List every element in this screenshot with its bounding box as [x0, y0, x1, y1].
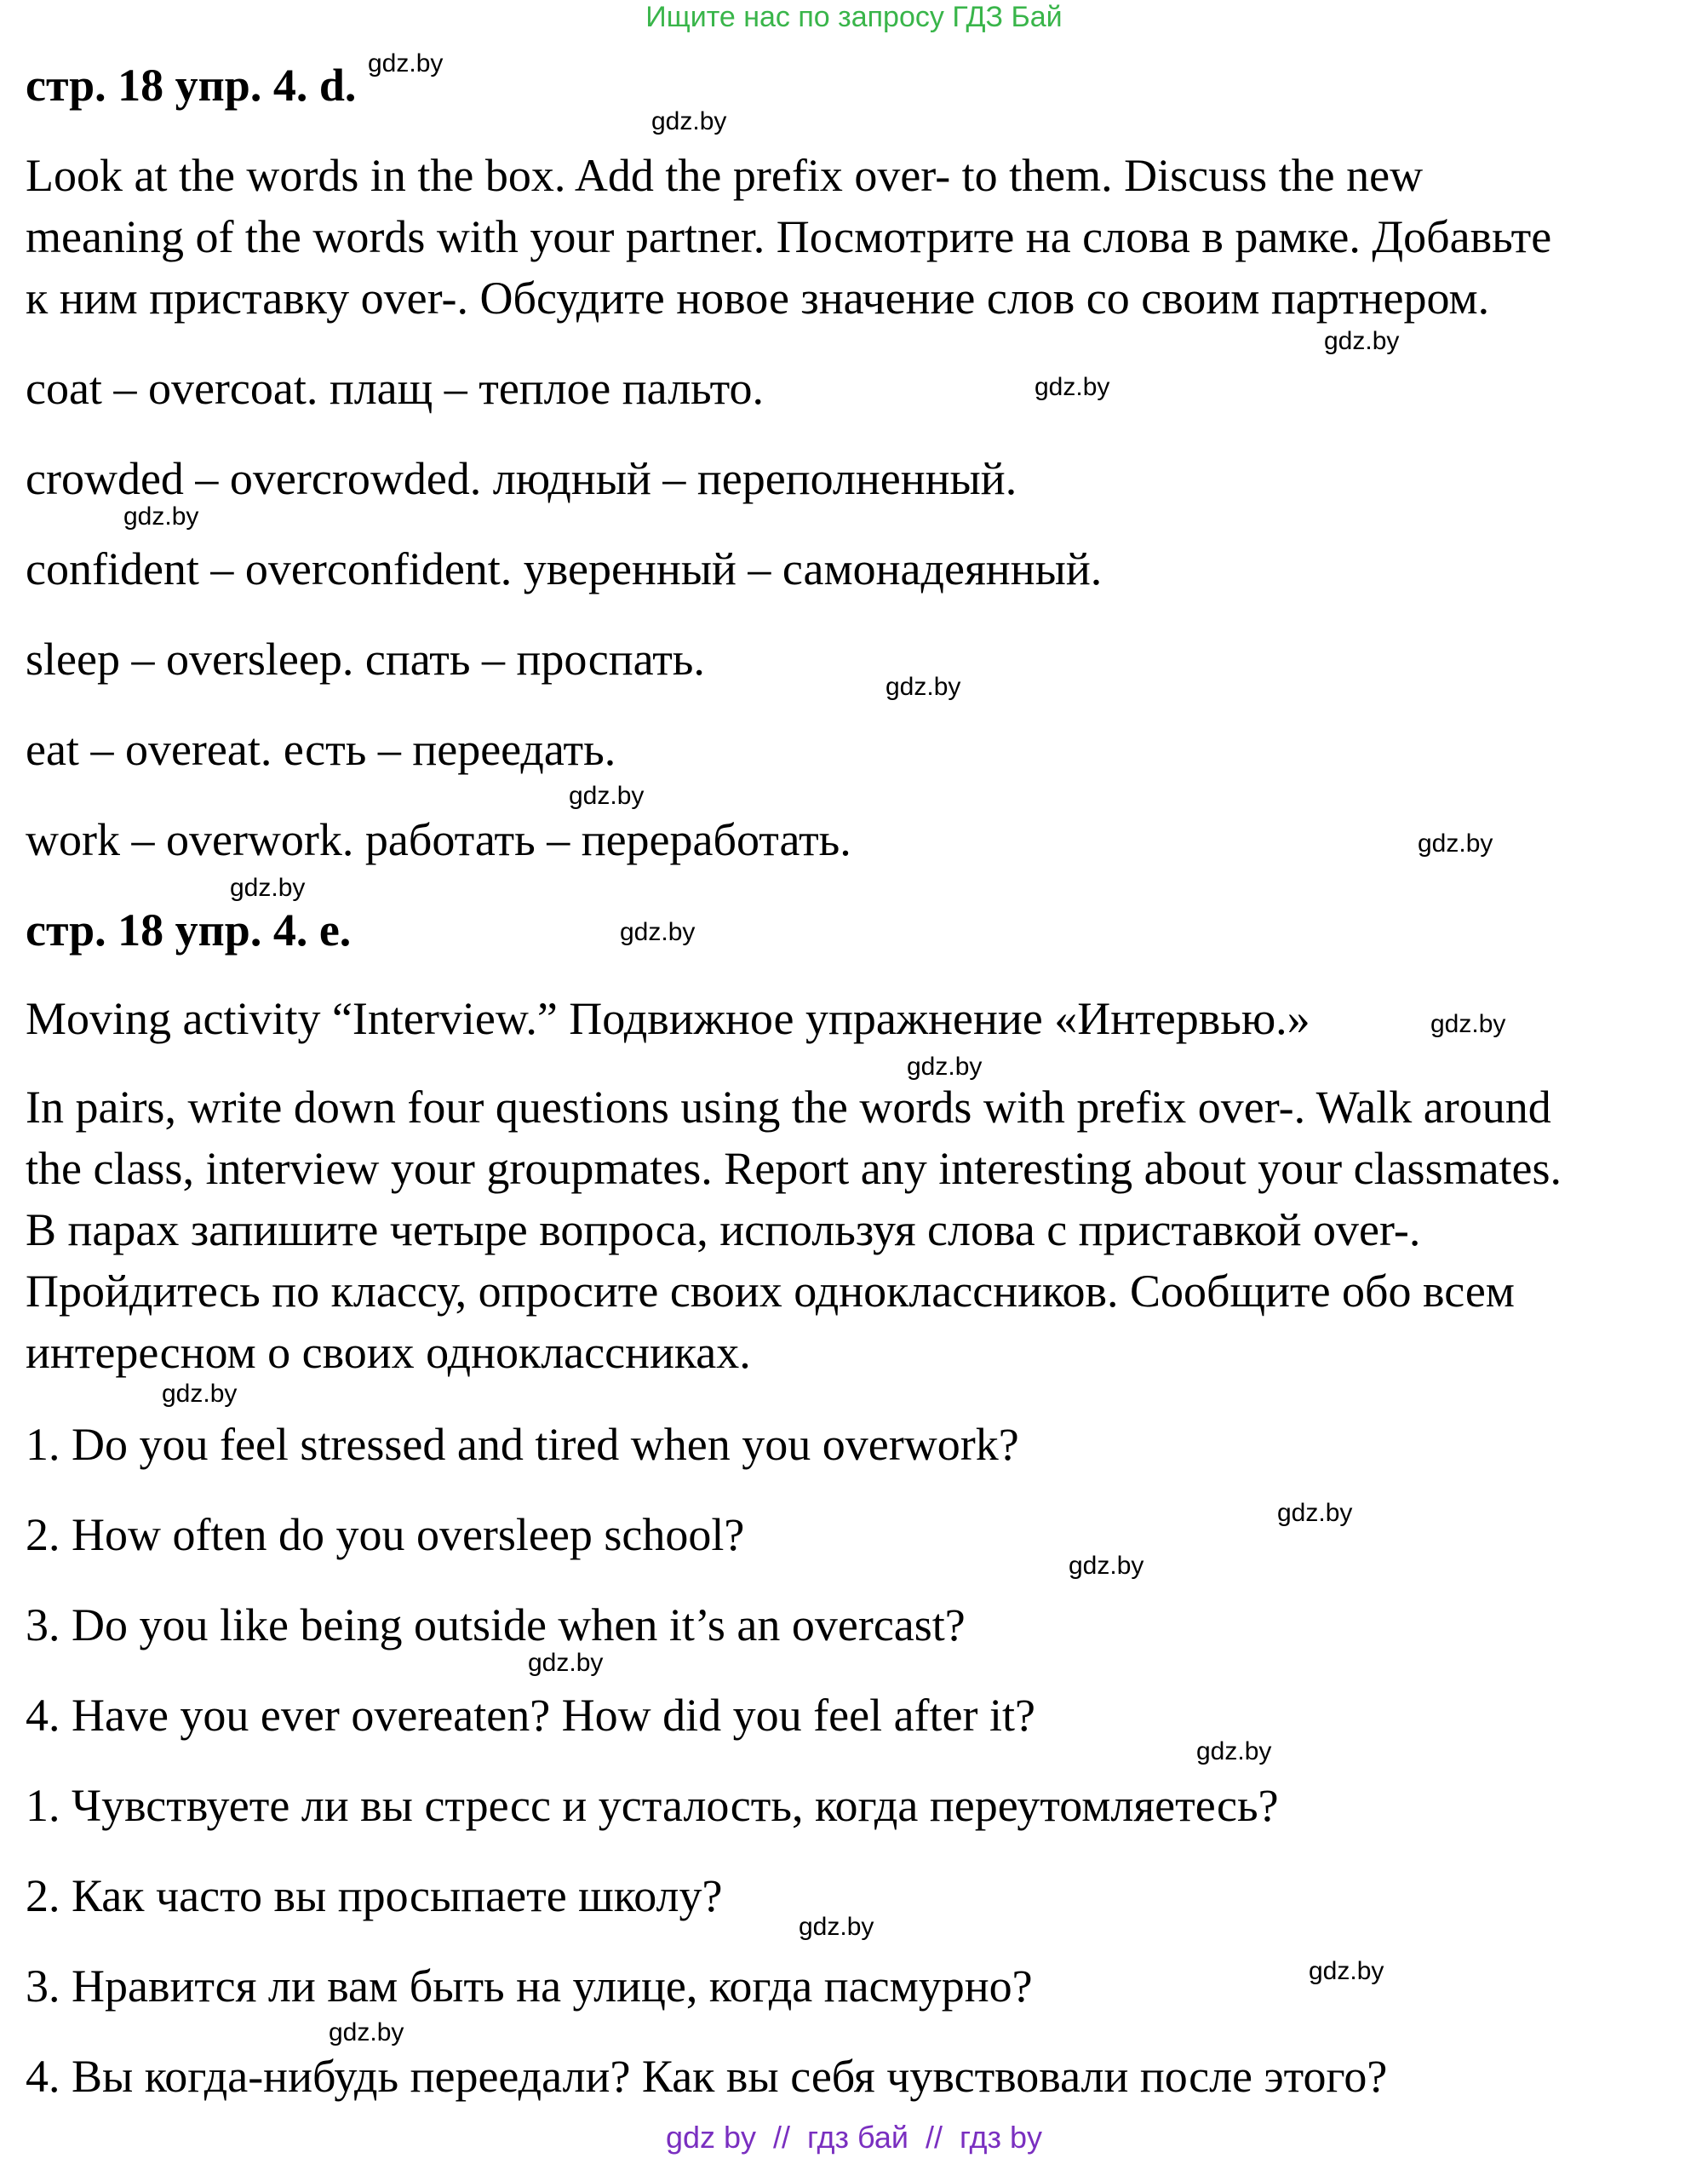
watermark: gdz.by — [907, 1053, 983, 1081]
watermark: gdz.by — [651, 107, 727, 135]
section-e-instruction-line: Пройдитесь по классу, опросите своих одноклассников. Сообщите обо всем — [26, 1266, 1515, 1317]
watermark: gdz.by — [1309, 1957, 1384, 1985]
word-pair-line: work – overwork. работать – переработать. — [26, 814, 851, 865]
word-pair-line: crowded – overcrowded. людный – переполненный. — [26, 453, 1017, 504]
watermark: gdz.by — [1430, 1010, 1506, 1038]
question-en: 3. Do you like being outside when it’s an overcast? — [26, 1599, 966, 1650]
search-banner: Ищите нас по запросу ГДЗ Бай — [645, 1, 1063, 33]
watermark: gdz.by — [1418, 829, 1493, 858]
section-d-instruction-line: к ним приставку over-. Обсудите новое значение слов со своим партнером. — [26, 273, 1490, 324]
question-ru: 2. Как часто вы просыпаете школу? — [26, 1870, 723, 1921]
section-e-instruction-line: В парах запишите четыре вопроса, используя слова с приставкой over-. — [26, 1204, 1421, 1255]
footer-links: gdz by // гдз бай // гдз by — [665, 2120, 1043, 2155]
watermark: gdz.by — [1196, 1737, 1272, 1765]
question-ru: 1. Чувствуете ли вы стресс и усталость, когда переутомляетесь? — [26, 1780, 1279, 1831]
watermark: gdz.by — [569, 782, 645, 810]
section-e-heading: стр. 18 упр. 4. e. — [26, 904, 352, 956]
watermark: gdz.by — [528, 1649, 604, 1677]
watermark: gdz.by — [1277, 1499, 1353, 1527]
word-pair-line: coat – overcoat. плащ – теплое пальто. — [26, 363, 765, 414]
watermark: gdz.by — [620, 918, 696, 946]
watermark: gdz.by — [886, 673, 961, 701]
question-en: 1. Do you feel stressed and tired when you overwork? — [26, 1419, 1019, 1470]
watermark: gdz.by — [368, 49, 444, 77]
word-pair-line: confident – overconfident. уверенный – самонадеянный. — [26, 543, 1103, 594]
watermark: gdz.by — [230, 874, 306, 902]
watermark: gdz.by — [123, 502, 199, 531]
watermark: gdz.by — [1324, 327, 1400, 355]
word-pair-line: sleep – oversleep. спать – проспать. — [26, 634, 705, 685]
watermark: gdz.by — [799, 1913, 874, 1941]
section-d-instruction-line: meaning of the words with your partner. Посмотрите на слова в рамке. Добавьте — [26, 211, 1552, 262]
section-e-subtitle: Moving activity “Interview.” Подвижное упражнение «Интервью.» — [26, 993, 1310, 1044]
section-d-instruction-line: Look at the words in the box. Add the prefix over- to them. Discuss the new — [26, 150, 1424, 201]
question-en: 2. How often do you oversleep school? — [26, 1509, 745, 1560]
section-e-instruction-line: the class, interview your groupmates. Report any interesting about your classmates. — [26, 1143, 1562, 1194]
question-ru: 3. Нравится ли вам быть на улице, когда пасмурно? — [26, 1960, 1033, 2012]
watermark: gdz.by — [162, 1380, 238, 1408]
section-e-instruction-line: интересном о своих одноклассниках. — [26, 1327, 751, 1378]
question-en: 4. Have you ever overeaten? How did you feel after it? — [26, 1690, 1035, 1741]
question-ru: 4. Вы когда-нибудь переедали? Как вы себя чувствовали после этого? — [26, 2051, 1388, 2102]
watermark: gdz.by — [1035, 373, 1110, 401]
word-pair-line: eat – overeat. есть – переедать. — [26, 724, 616, 775]
watermark: gdz.by — [1069, 1552, 1144, 1580]
section-e-instruction-line: In pairs, write down four questions using the words with prefix over-. Walk around — [26, 1082, 1551, 1133]
watermark: gdz.by — [329, 2018, 404, 2046]
section-d-heading: стр. 18 упр. 4. d. — [26, 60, 357, 111]
